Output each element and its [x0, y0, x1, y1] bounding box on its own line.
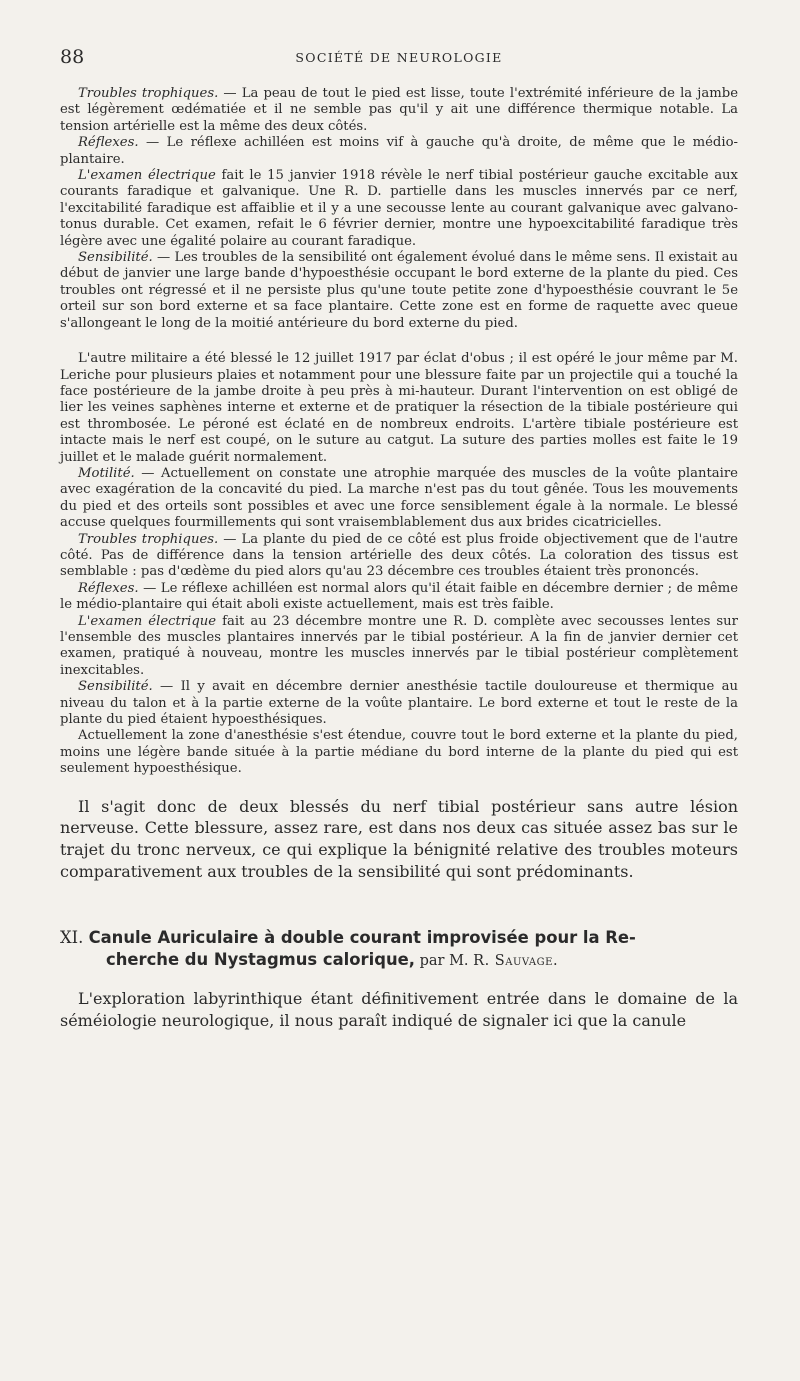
paragraph: [60, 532, 738, 581]
paragraph: [60, 250, 738, 332]
paragraph-text: — La peau de tout le pied est lisse, toute l'extrémité inférieure de la jambe est légèrement œdématiée et il ne semble pas qu'il y ait une différence thermique notable. La tension artérielle est la même des deux côtés.: [60, 86, 738, 134]
conclusion-paragraph: Il s'agit donc de deux blessés du nerf tibial postérieur sans autre lésion nerveuse. Cette blessure, assez rare, est dans nos deux cas située assez bas sur le trajet du tronc nerveux, ce qui explique la bénignité relative des troubles moteurs comparativement aux troubles de la sensibilité qui sont prédominants.: [60, 796, 738, 882]
closing-paragraph: L'exploration labyrinthique étant définitivement entrée dans le domaine de la séméiologie neurologique, il nous paraît indiqué de signaler ici que la canule: [60, 988, 738, 1030]
paragraph-text: — Les troubles de la sensibilité ont également évolué dans le même sens. Il existait au début de janvier une large bande d'hypoesthésie occupant le bord externe de la plante du pied. Ces troubles ont régressé et il ne persiste plus qu'une toute petite zone d'hypoesthésie couvrant le 5e orteil sur son bord externe et sa face plantaire. Cette zone est en forme de raquette avec queue s'allongeant le long de la moitié antérieure du bord externe du pied.: [60, 250, 738, 331]
case-one-block: [60, 86, 738, 332]
paragraph-lead: Troubles trophiques.: [78, 86, 219, 101]
paragraph-lead: Sensibilité.: [78, 679, 153, 695]
page-body: [60, 86, 738, 1031]
paragraph: [60, 679, 738, 728]
paragraph-lead: Troubles trophiques.: [78, 531, 219, 547]
paragraph: [60, 728, 738, 777]
paragraph: [60, 351, 738, 466]
section-title-line2: cherche du Nystagmus calorique,: [106, 949, 415, 969]
paragraph: [60, 168, 738, 250]
paragraph-lead: L'examen électrique: [78, 168, 216, 184]
case-two-block: [60, 351, 738, 778]
paragraph-lead: Motilité.: [78, 465, 135, 481]
paragraph: [60, 466, 738, 532]
paragraph-lead: Réflexes.: [78, 135, 139, 151]
paragraph-text: — Actuellement on constate une atrophie marquée des muscles de la voûte plantaire avec exagération de la concavité du pied. La marche n'est pas du tout gênée. Tous les mouvements du pied et des orteils sont possibles et avec une force sensiblement égale à la normale. Le blessé accuse quelques fourmillements qui sont vraisemblablement dus aux brides cicatricielles.: [60, 465, 738, 531]
page-number: 88: [60, 46, 85, 68]
page-header: [60, 46, 738, 70]
paragraph: [60, 135, 738, 168]
paragraph-lead: Réflexes.: [78, 580, 139, 596]
running-head: SOCIÉTÉ DE NEUROLOGIE: [295, 50, 503, 65]
paragraph-lead: Sensibilité.: [78, 250, 153, 266]
closing-block: [60, 988, 738, 1032]
paragraph-text: fait au 23 décembre montre une R. D. complète avec secousses lentes sur l'ensemble des muscles plantaires innervés par le tibial postérieur. A la fin de janvier dernier cet examen, pratiqué à nouveau, montre les muscles innervés par le tibial postérieur complètement inexcitables.: [60, 613, 738, 678]
section-heading: [60, 927, 738, 972]
author-suffix: .: [552, 952, 558, 969]
paragraph-text: fait le 15 janvier 1918 révèle le nerf tibial postérieur gauche excitable aux courants faradique et galvanique. Une R. D. partielle dans les muscles innervés par ce nerf, l'excitabilité faradique est affaiblie et il y a une secousse lente au courant galvanique avec galvano-tonus durable. Cet examen, refait le 6 février dernier, montre une hypoexcitabilité faradique très légère avec une égalité polaire au courant faradique.: [60, 168, 738, 249]
paragraph-text: L'autre militaire a été blessé le 12 juillet 1917 par éclat d'obus ; il est opéré le jour même par M. Leriche pour plusieurs plaies et notamment pour une blessure faite par un projectile qui a touché la face postérieure de la jambe droite à peu près à mi-hauteur. Durant l'intervention on est obligé de lier les veines saphènes interne et externe et de pratiquer la résection de la tibiale postérieure qui est thrombosée. Le péroné est éclaté en de nombreux endroits. L'artère tibiale postérieure est intacte mais le nerf est coupé, on le suture au catgut. La suture des parties molles est faite le 19 juillet et le malade guérit normalement.: [60, 351, 738, 465]
conclusion-block: [60, 796, 738, 883]
paragraph-text: — La plante du pied de ce côté est plus froide objectivement que de l'autre côté. Pas de différence dans la tension artérielle des deux côtés. La coloration des tissus est semblable : pas d'œdème du pied alors qu'au 23 décembre ces troubles étaient très prononcés.: [60, 531, 738, 580]
section-number: XI.: [60, 927, 84, 947]
section-title-line1: Canule Auriculaire à double courant improvisée pour la Re-: [88, 927, 636, 947]
paragraph-text: — Le réflexe achilléen est normal alors qu'il était faible en décembre dernier ; de même le médio-plantaire qui était aboli existe actuellement, mais est très faible.: [60, 580, 738, 613]
paragraph: [60, 614, 738, 680]
paragraph: [60, 86, 738, 135]
paragraph-text: — Il y avait en décembre dernier anesthésie tactile douloureuse et thermique au niveau du talon et à la partie externe de la voûte plantaire. Le bord externe et tout le reste de la plante du pied étaient hypoesthésiques.: [60, 679, 738, 728]
paragraph-text: — Le réflexe achilléen est moins vif à gauche qu'à droite, de même que le médio-plantaire.: [60, 135, 738, 167]
author-prefix: par M.: [415, 952, 474, 969]
paragraph-text: Actuellement la zone d'anesthésie s'est étendue, couvre tout le bord externe et la plante du pied, moins une légère bande située à la partie médiane du bord interne de la plante du pied qui est seulement hypoesthésique.: [60, 728, 738, 777]
section-author: R. Sauvage: [473, 952, 553, 969]
paragraph: [60, 581, 738, 614]
paragraph-lead: L'examen électrique: [78, 613, 217, 629]
